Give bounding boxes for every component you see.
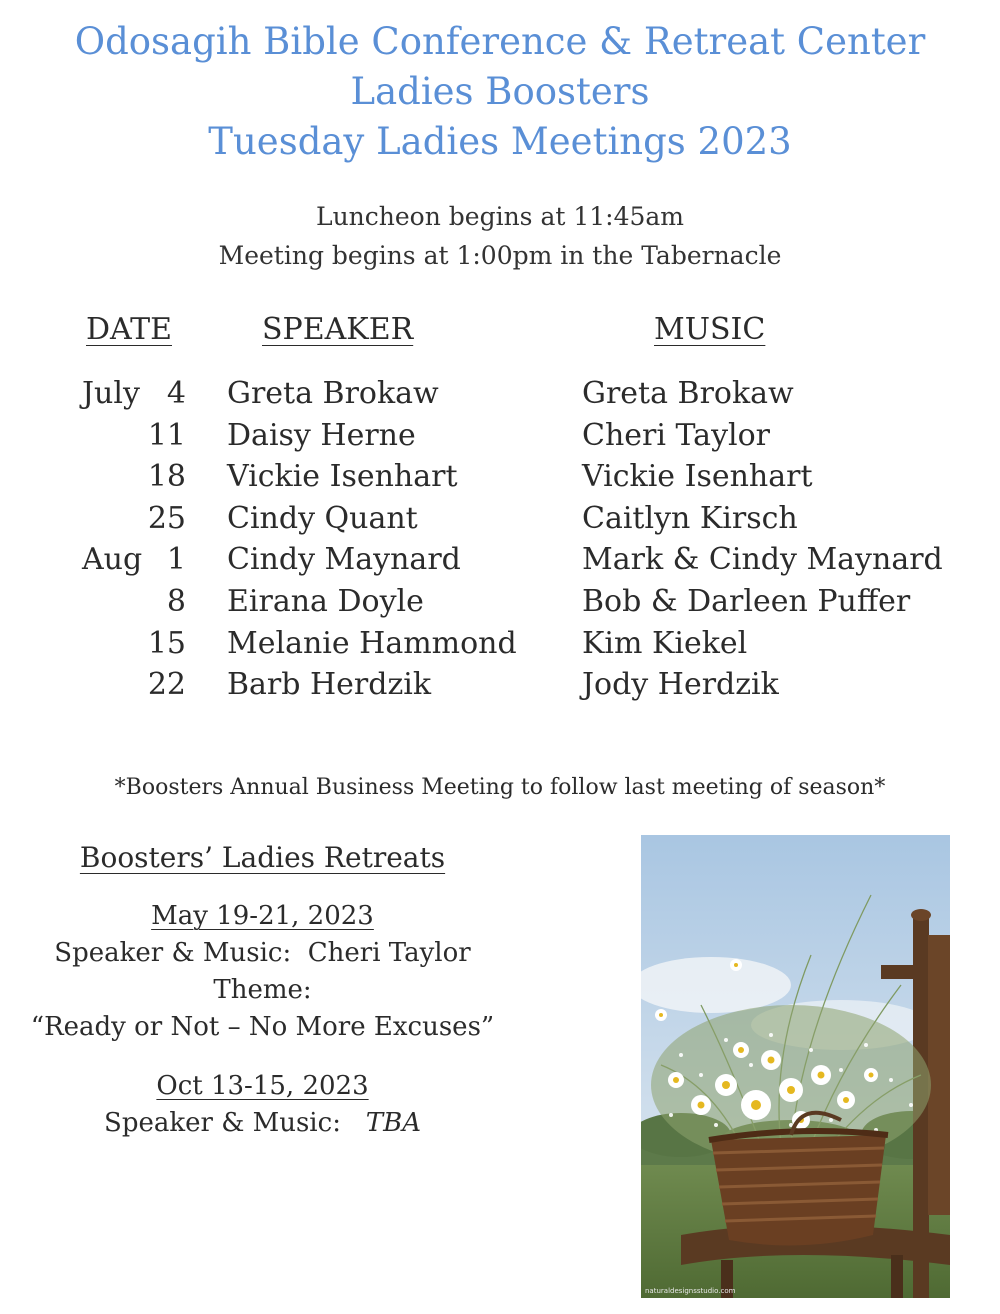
schedule-row xyxy=(0,664,1000,706)
schedule-speaker: Greta Brokaw xyxy=(227,376,439,411)
schedule-row xyxy=(0,539,1000,581)
luncheon-info: Luncheon begins at 11:45am xyxy=(315,202,685,231)
schedule-day: 15 xyxy=(147,625,186,661)
schedule-month: Aug xyxy=(82,542,143,578)
spring-retreat-theme-label: Theme: xyxy=(213,975,312,1005)
schedule-row xyxy=(0,456,1000,498)
photo-credit: naturaldesignsstudio.com xyxy=(645,1287,736,1295)
schedule-speaker: Barb Herdzik xyxy=(227,667,432,703)
fall-retreat-speaker: Speaker & Music: TBA xyxy=(104,1108,421,1138)
schedule-music: Bob & Darleen Puffer xyxy=(582,584,911,619)
speaker-column-header: SPEAKER xyxy=(262,312,414,347)
schedule-music: Greta Brokaw xyxy=(582,376,794,411)
daisy-basket-photo xyxy=(641,835,950,1298)
spring-retreat-theme: “Ready or Not – No More Excuses” xyxy=(30,1012,495,1042)
schedule-row xyxy=(0,373,1000,415)
fall-retreat-dates: Oct 13-15, 2023 xyxy=(156,1071,369,1101)
schedule-speaker: Eirana Doyle xyxy=(227,584,424,619)
schedule-day: 18 xyxy=(147,459,186,495)
meeting-info: Meeting begins at 1:00pm in the Tabernacle xyxy=(218,241,782,270)
schedule-month: July xyxy=(82,376,140,411)
schedule-speaker: Cindy Maynard xyxy=(227,542,461,578)
event-title: Tuesday Ladies Meetings 2023 xyxy=(208,120,792,163)
schedule-row xyxy=(0,415,1000,457)
schedule-music: Kim Kiekel xyxy=(582,625,748,661)
schedule-day: 1 xyxy=(166,542,186,578)
schedule-row xyxy=(0,623,1000,665)
schedule-day: 4 xyxy=(166,376,186,411)
schedule-speaker: Daisy Herne xyxy=(227,417,416,453)
retreats-heading: Boosters’ Ladies Retreats xyxy=(79,841,446,874)
schedule-music: Vickie Isenhart xyxy=(582,459,813,495)
music-column-header: MUSIC xyxy=(654,312,766,347)
schedule-day: 22 xyxy=(147,667,186,703)
retreats-section xyxy=(0,838,525,1142)
schedule-music: Caitlyn Kirsch xyxy=(582,500,798,536)
schedule-day: 25 xyxy=(147,500,186,536)
schedule-music: Cheri Taylor xyxy=(582,417,771,453)
flower-basket-illustration xyxy=(641,835,950,1298)
schedule-row xyxy=(0,498,1000,540)
spring-retreat-speaker: Speaker & Music: Cheri Taylor xyxy=(54,938,471,968)
schedule-day: 11 xyxy=(147,417,186,453)
date-column-header: DATE xyxy=(86,312,172,347)
business-meeting-note: *Boosters Annual Business Meeting to follow last meeting of season* xyxy=(114,775,886,800)
schedule-speaker: Cindy Quant xyxy=(227,500,418,536)
schedule-speaker: Melanie Hammond xyxy=(227,625,517,661)
group-title: Ladies Boosters xyxy=(350,70,650,113)
schedule-row xyxy=(0,581,1000,623)
schedule-speaker: Vickie Isenhart xyxy=(227,459,458,495)
schedule-day: 8 xyxy=(166,584,186,619)
schedule-music: Jody Herdzik xyxy=(582,667,779,703)
schedule-music: Mark & Cindy Maynard xyxy=(582,542,943,578)
spring-retreat-dates: May 19-21, 2023 xyxy=(151,901,374,931)
org-title: Odosagih Bible Conference & Retreat Center xyxy=(74,20,926,63)
